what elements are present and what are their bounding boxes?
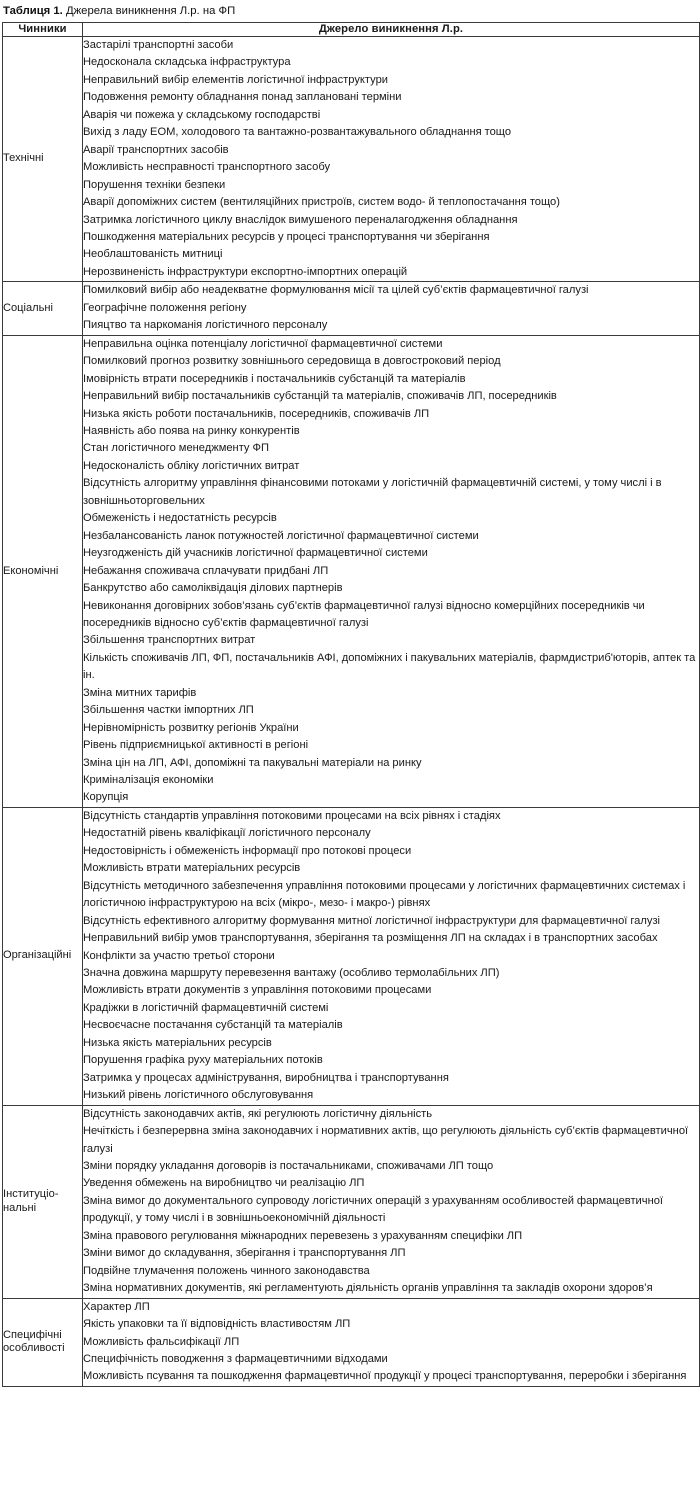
source-list-item: Зміна нормативних документів, які регламентують діяльність органів управління та закладів охорони здоров’я xyxy=(83,1282,653,1295)
source-list-item: Низька якість матеріальних ресурсів xyxy=(83,1036,272,1049)
source-list-item: Нерівномірність розвитку регіонів України xyxy=(83,721,299,734)
source-cell xyxy=(83,335,700,807)
source-list-item: Відсутність законодавчих актів, які регулюють логістичну діяльність xyxy=(83,1107,433,1120)
source-list-item: Уведення обмежень на виробництво чи реалізацію ЛП xyxy=(83,1177,365,1190)
source-list-item: Кількість споживачів ЛП, ФП, постачальників АФІ, допоміжних і пакувальних матеріалів, фармдистриб'юторів, аптек та ін. xyxy=(83,651,696,682)
source-list-item: Зміни вимог до складування, зберігання і транспортування ЛП xyxy=(83,1247,406,1260)
factor-cell xyxy=(3,335,83,807)
source-list-item: Імовірність втрати посередників і постачальників субстанцій та матеріалів xyxy=(83,372,466,385)
source-list-item: Аварії транспортних засобів xyxy=(83,143,229,156)
source-list-item: Подовження ремонту обладнання понад заплановані терміни xyxy=(83,91,402,104)
factor-label-line: нальні xyxy=(3,1201,37,1214)
source-list-item: Нечіткість і безперервна зміна законодавчих і нормативних актів, що регулюють діяльність суб’єктів фармацевтичної галузі xyxy=(83,1125,689,1155)
source-list-item: Недостовірність і обмеженість інформації про потокові процеси xyxy=(83,844,412,857)
source-list-item: Неправильна оцінка потенціалу логістичної фармацевтичної системи xyxy=(83,337,443,350)
source-list-item: Відсутність стандартів управління потоковими процесами на всіх рівнях і стадіях xyxy=(83,809,501,822)
source-list-item: Неправильний вибір постачальників субстанцій та матеріалів, споживачів ЛП, посередників xyxy=(83,390,557,403)
factor-label-line: Соціальні xyxy=(3,301,54,314)
factor-cell xyxy=(3,1105,83,1298)
source-list-item: Пияцтво та наркоманія логістичного персоналу xyxy=(83,319,328,332)
source-list-item: Наявність або поява на ринку конкурентів xyxy=(83,424,300,437)
table-row xyxy=(3,37,700,282)
source-list-item: Обмеженість і недостатність ресурсів xyxy=(83,512,277,525)
source-list-item: Рівень підприємницької активності в регіоні xyxy=(83,739,309,752)
table-header-row xyxy=(3,23,700,37)
source-list-item: Неправильний вибір елементів логістичної інфраструктури xyxy=(83,73,389,86)
source-list-item: Специфічність поводження з фармацевтичними відходами xyxy=(83,1352,388,1365)
source-list-item: Недосконала складська інфраструктура xyxy=(83,56,291,69)
source-list-item: Низький рівень логістичного обслуговування xyxy=(83,1089,314,1102)
table-header xyxy=(3,23,700,37)
factor-label-line: Інституціо- xyxy=(3,1188,59,1201)
source-list-item: Низька якість роботи постачальників, посередників, споживачів ЛП xyxy=(83,407,430,420)
source-list xyxy=(83,37,699,281)
source-list-item: Можливість втрати матеріальних ресурсів xyxy=(83,862,301,875)
source-list-item: Корупція xyxy=(83,791,129,804)
factor-cell xyxy=(3,807,83,1105)
source-list-item: Подвійне тлумачення положень чинного законодавства xyxy=(83,1264,370,1277)
source-list-item: Порушення техніки безпеки xyxy=(83,178,226,191)
source-list-item: Можливість псування та пошкодження фармацевтичної продукції у процесі транспортування, переробки і зберігання xyxy=(83,1370,687,1383)
source-list-item: Затримка логістичного циклу внаслідок вимушеного переналагодження обладнання xyxy=(83,213,518,226)
table-row xyxy=(3,335,700,807)
source-list-item: Географічне положення регіону xyxy=(83,301,247,314)
source-list xyxy=(83,808,699,1105)
source-list-item: Можливість втрати документів з управління потоковими процесами xyxy=(83,984,432,997)
source-list-item: Аварія чи пожежа у складському господарстві xyxy=(83,108,321,121)
source-list-item: Можливість фальсифікації ЛП xyxy=(83,1335,240,1348)
table-body xyxy=(3,37,700,1387)
source-list-item: Зміна митних тарифів xyxy=(83,686,197,699)
factor-label-line: особливості xyxy=(3,1342,65,1355)
source-list-item: Застарілі транспортні засоби xyxy=(83,39,234,51)
source-list-item: Затримка у процесах адміністрування, виробництва і транспортування xyxy=(83,1071,449,1084)
source-cell xyxy=(83,1105,700,1298)
source-list-item: Недосконалість обліку логістичних витрат xyxy=(83,459,300,472)
source-list-item: Зміна вимог до документального супроводу логістичних операцій з урахуванням особливостей фармацевтичної продукції, у тому числі і в зовнішньоекономічній діяльності xyxy=(83,1194,664,1225)
source-list-item: Порушення графіка руху матеріальних потоків xyxy=(83,1054,323,1067)
source-list-item: Небажання споживача сплачувати придбані ЛП xyxy=(83,564,329,577)
risk-sources-table xyxy=(2,22,700,1387)
source-list-item: Пошкодження матеріальних ресурсів у процесі транспортування чи зберігання xyxy=(83,230,490,243)
source-list-item: Помилковий прогноз розвитку зовнішнього середовища в довгостроковий період xyxy=(83,355,501,368)
source-list xyxy=(83,1299,699,1386)
source-list-item: Необлаштованість митниці xyxy=(83,248,223,261)
source-list-item: Характер ЛП xyxy=(83,1300,150,1313)
table-row xyxy=(3,807,700,1105)
source-list-item: Збільшення частки імпортних ЛП xyxy=(83,704,254,717)
source-list-item: Крадіжки в логістичній фармацевтичній системі xyxy=(83,1001,329,1014)
source-list-item: Нерозвиненість інфраструктури експортно-імпортних операцій xyxy=(83,265,408,278)
source-cell xyxy=(83,37,700,282)
factor-cell xyxy=(3,37,83,282)
factor-label-line: Технічні xyxy=(3,152,44,165)
source-list-item: Можливість несправності транспортного засобу xyxy=(83,161,331,174)
source-cell xyxy=(83,1298,700,1386)
source-list-item: Зміни порядку укладання договорів із постачальниками, споживачами ЛП тощо xyxy=(83,1160,494,1172)
source-list-item: Відсутність алгоритму управління фінансовими потоками у логістичній фармацевтичній системі, у тому числі і в зовнішньоторговельних xyxy=(83,477,662,507)
source-list-item: Конфлікти за участю третьої сторони xyxy=(83,949,275,962)
source-list-item: Відсутність ефективного алгоритму формування митної логістичної інфраструктури для фармацевтичної галузі xyxy=(83,914,661,927)
factor-label-line: Економічні xyxy=(3,564,59,577)
source-list-item: Відсутність методичного забезпечення управління потоковими процесами у логістичних фармацевтичних системах і логістичною інфраструктурою на всіх (мікро-, мезо- і макро-) рівнях xyxy=(83,879,686,910)
source-list-item: Стан логістичного менеджменту ФП xyxy=(83,442,269,455)
column-header-factor: Чинники xyxy=(3,23,83,37)
source-list xyxy=(83,1106,699,1298)
source-list xyxy=(83,282,699,334)
source-list-item: Значна довжина маршруту перевезення вантажу (особливо термолабільних ЛП) xyxy=(83,967,500,980)
source-cell xyxy=(83,807,700,1105)
source-list-item: Неправильний вибір умов транспортування, зберігання та розміщення ЛП на складах і в транспортних засобах xyxy=(83,932,658,945)
factor-cell xyxy=(3,1298,83,1386)
source-list-item: Аварії допоміжних систем (вентиляційних пристроїв, систем водо- й теплопостачання тощо) xyxy=(83,196,560,209)
source-list-item: Несвоєчасне постачання субстанцій та матеріалів xyxy=(83,1019,343,1032)
source-list-item: Збільшення транспортних витрат xyxy=(83,634,256,647)
table-row xyxy=(3,282,700,335)
source-list-item: Зміна цін на ЛП, АФІ, допоміжні та пакувальні матеріали на ринку xyxy=(83,756,422,769)
source-list-item: Неузгодженість дій учасників логістичної фармацевтичної системи xyxy=(83,547,428,560)
source-cell xyxy=(83,282,700,335)
factor-label-line: Специфічні xyxy=(3,1328,62,1341)
source-list-item: Вихід з ладу ЕОМ, холодового та вантажно-розвантажувального обладнання тощо xyxy=(83,126,512,139)
source-list-item: Помилковий вибір або неадекватне формулювання місії та цілей суб’єктів фармацевтичної галузі xyxy=(83,284,589,297)
table-caption xyxy=(0,0,700,22)
factor-cell xyxy=(3,282,83,335)
source-list-item: Незбалансованість ланок потужностей логістичної фармацевтичної системи xyxy=(83,529,479,542)
column-header-source: Джерело виникнення Л.р. xyxy=(83,23,700,37)
table-row xyxy=(3,1105,700,1298)
source-list-item: Криміналізація економіки xyxy=(83,774,214,787)
table-row xyxy=(3,1298,700,1386)
factor-label-line: Організаційні xyxy=(3,949,72,962)
source-list-item: Банкрутство або самоліквідація ділових партнерів xyxy=(83,582,343,595)
source-list-item: Недостатній рівень кваліфікації логістичного персоналу xyxy=(83,827,371,840)
source-list-item: Зміна правового регулювання міжнародних перевезень з урахуванням специфіки ЛП xyxy=(83,1229,523,1242)
source-list xyxy=(83,336,699,807)
source-list-item: Невиконання договірних зобов’язань суб’єктів фармацевтичної галузі відносно комерційних посередників чи посередників відносно суб’єктів фармацевтичної галузі xyxy=(83,599,645,629)
table-caption-text: Джерела виникнення Л.р. на ФП xyxy=(62,5,236,17)
table-caption-label: Таблиця 1. xyxy=(3,5,63,17)
source-list-item: Якість упаковки та її відповідність властивостям ЛП xyxy=(83,1318,351,1331)
